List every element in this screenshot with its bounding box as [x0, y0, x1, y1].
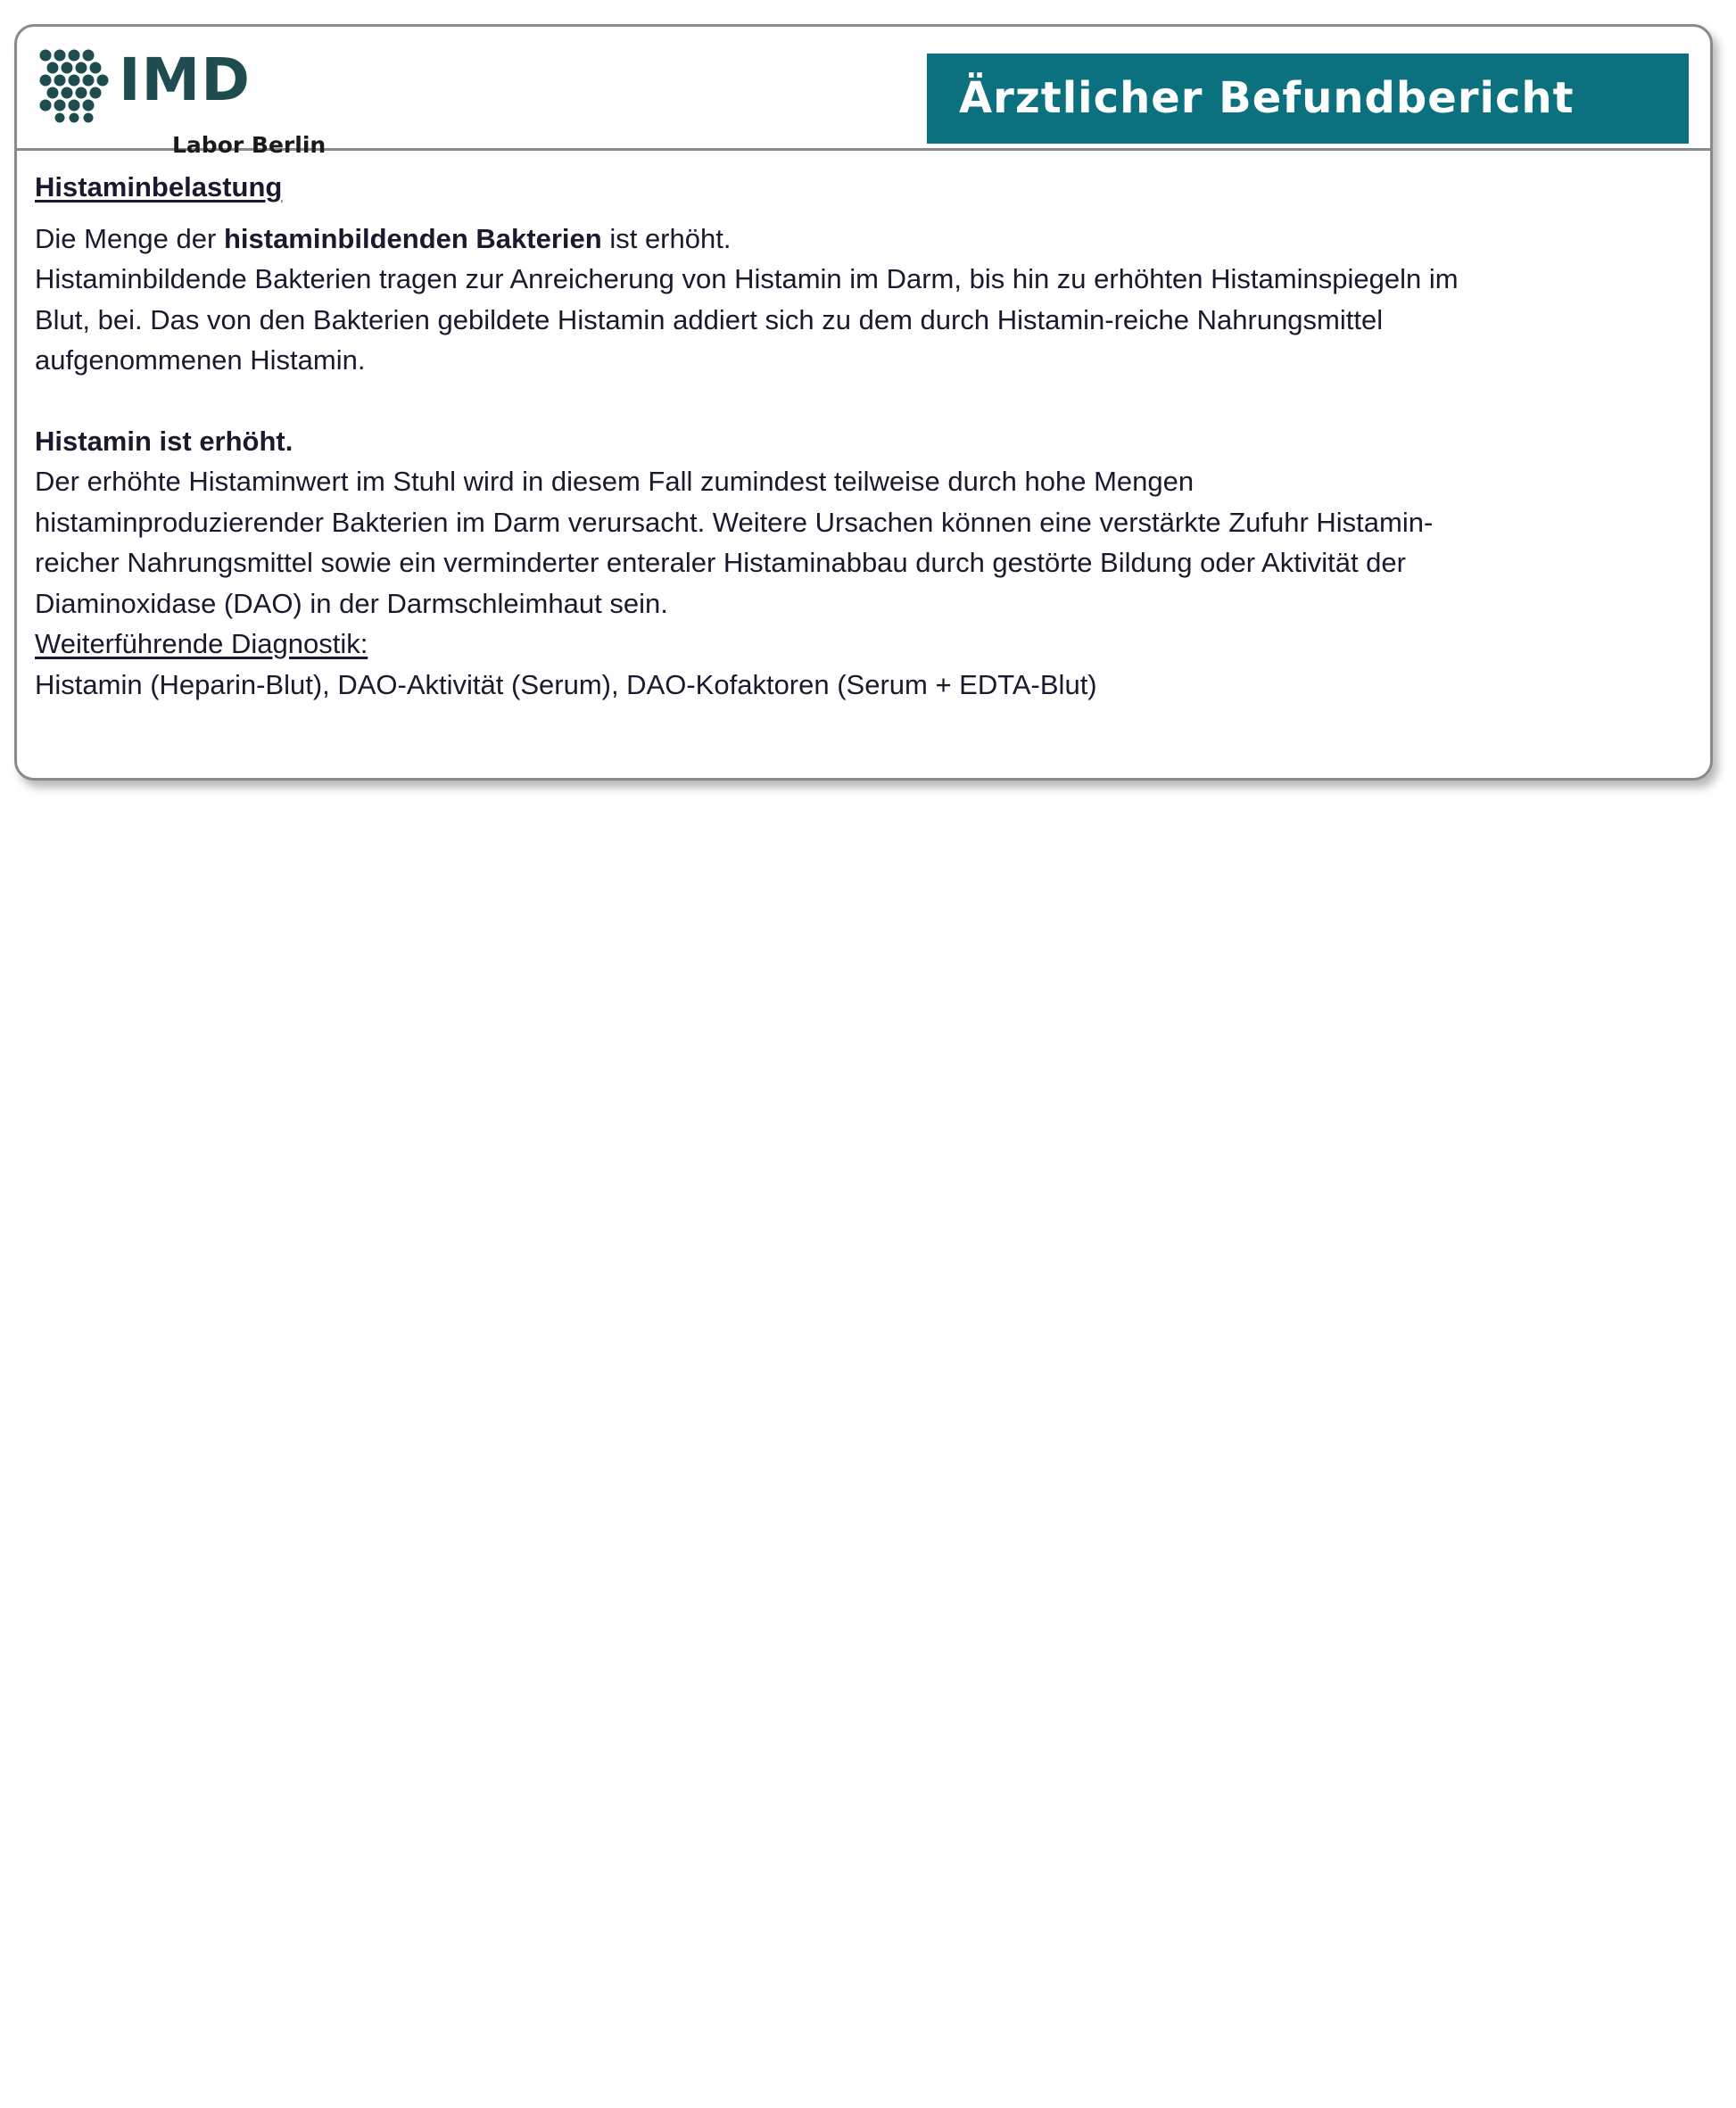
diagnostics-text: Histamin (Heparin-Blut), DAO-Aktivität (Serum), DAO-Kofaktoren (Serum + EDTA-Blut): [35, 668, 1097, 700]
report-title: Ärztlicher Befundbericht: [959, 73, 1575, 123]
text-line: Diaminoxidase (DAO) in der Darmschleimhaut sein.: [35, 587, 668, 619]
dot-grid-icon: [38, 48, 110, 123]
intro-bold: histaminbildenden Bakterien: [223, 222, 602, 254]
text-line: reicher Nahrungsmittel sowie ein verminderter enteraler Histaminabbau durch gestörte Bildung oder Aktivität der: [35, 547, 1406, 578]
report-title-banner: [927, 54, 1689, 144]
section-heading-histamine-elevated: Histamin ist erhöht.: [35, 425, 293, 457]
imd-logo: [38, 45, 327, 158]
logo-brand: IMD: [119, 45, 252, 114]
text-line: aufgenommenen Histamin.: [35, 344, 366, 376]
intro-prefix: Die Menge der: [35, 222, 224, 254]
diagnostics-label: Weiterführende Diagnostik:: [35, 628, 368, 659]
report-body: [35, 167, 1676, 705]
logo-subtitle: Labor Berlin: [172, 132, 327, 158]
section-heading-histamine-load: Histaminbelastung: [35, 171, 283, 203]
text-line: histaminproduzierender Bakterien im Darm verursacht. Weitere Ursachen können eine verstärkte Zufuhr Histamin-: [35, 506, 1434, 538]
intro-suffix: ist erhöht.: [601, 222, 732, 254]
text-line: Blut, bei. Das von den Bakterien gebildete Histamin addiert sich zu dem durch Histamin-reiche Nahrungsmittel: [35, 303, 1384, 335]
report-header: [17, 27, 1710, 158]
histamine-load-intro: [35, 219, 1676, 260]
text-line: Histaminbildende Bakterien tragen zur Anreicherung von Histamin im Darm, bis hin zu erhöhten Histaminspiegeln im: [35, 263, 1459, 294]
text-line: Der erhöhte Histaminwert im Stuhl wird in diesem Fall zumindest teilweise durch hohe Mengen: [35, 466, 1195, 497]
